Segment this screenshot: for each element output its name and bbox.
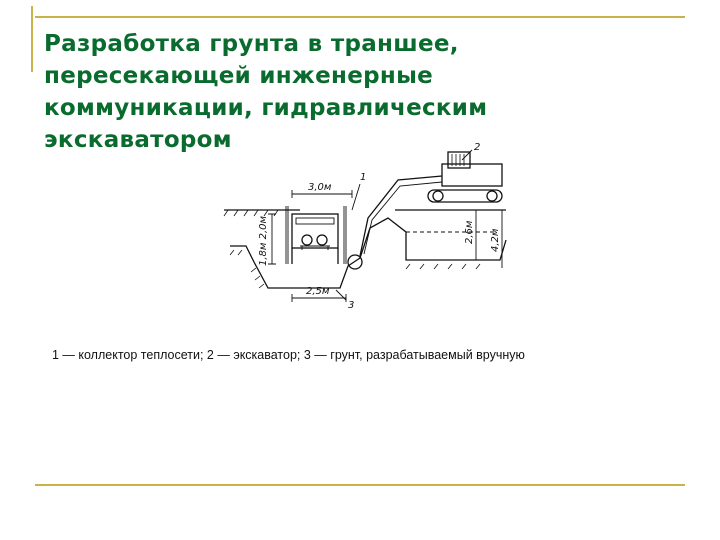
dim-left-label: 1,8м 2,0м (258, 215, 269, 266)
excavator-body (442, 164, 502, 186)
leader-3 (336, 290, 346, 300)
title-line-4: экскаватором (44, 127, 232, 153)
trench-diagram-svg (210, 140, 520, 310)
dim-right-label-b: 4,2м (490, 228, 501, 252)
ground-hatch-left (224, 210, 278, 216)
title-line-1: Разработка грунта в траншее, (44, 31, 459, 57)
dim-right-label-a: 2,6м (464, 220, 475, 244)
excavator-arm-inner (364, 182, 442, 254)
collector-inner (296, 218, 334, 224)
pipe-1 (302, 235, 312, 245)
figure-caption: 1 — коллектор теплосети; 2 — экскаватор; 3 — грунт, разрабатываемый вручную (52, 348, 525, 362)
dim-left (268, 214, 276, 264)
callout-3: 3 (348, 300, 355, 311)
track-wheel-2 (487, 191, 497, 201)
collector-box (292, 214, 338, 248)
excavator-arm (360, 176, 442, 256)
dim-top-label: 3,0м (308, 182, 332, 193)
excavation-hatch (406, 264, 480, 269)
pipe-2 (317, 235, 327, 245)
trench-left-profile (230, 246, 360, 288)
slide-title (44, 28, 664, 153)
collector-walls (292, 248, 338, 264)
bottom-rule (35, 484, 685, 486)
callout-1: 1 (360, 172, 367, 183)
leader-1 (352, 184, 360, 210)
trench-diagram (210, 140, 520, 310)
title-line-2: пересекающей инженерные (44, 63, 434, 89)
title-line-3: коммуникации, гидравлическим (44, 95, 488, 121)
callout-2: 2 (474, 142, 481, 153)
left-rule (31, 6, 33, 72)
piling-right (344, 206, 346, 264)
dim-bottom-label: 2,5м (306, 286, 330, 297)
excavation-right (360, 218, 506, 260)
excavator-track (428, 190, 502, 202)
excavator-cab (448, 152, 470, 168)
top-rule (35, 16, 685, 18)
piling-left (286, 206, 288, 264)
track-wheel-1 (433, 191, 443, 201)
